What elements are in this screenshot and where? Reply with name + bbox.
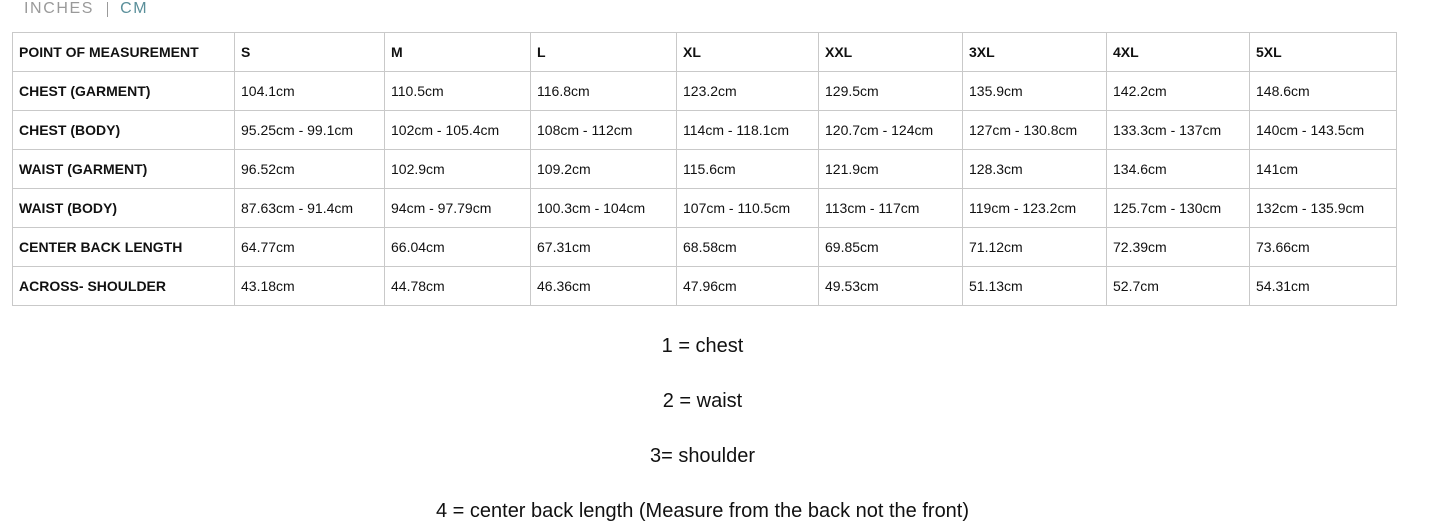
table-cell: 44.78cm (385, 267, 531, 306)
table-cell: 52.7cm (1107, 267, 1250, 306)
header-size-l: L (531, 33, 677, 72)
cm-unit-button[interactable]: CM (120, 0, 149, 17)
table-cell: 135.9cm (963, 72, 1107, 111)
table-row (13, 228, 1397, 267)
table-cell: 64.77cm (235, 228, 385, 267)
header-size-m: M (385, 33, 531, 72)
table-cell: 116.8cm (531, 72, 677, 111)
table-cell: 141cm (1250, 150, 1397, 189)
table-cell: 132cm - 135.9cm (1250, 189, 1397, 228)
row-label: CHEST (BODY) (13, 111, 235, 150)
table-cell: 94cm - 97.79cm (385, 189, 531, 228)
table-cell: 107cm - 110.5cm (677, 189, 819, 228)
row-label: ACROSS- SHOULDER (13, 267, 235, 306)
table-cell: 71.12cm (963, 228, 1107, 267)
inches-unit-button[interactable]: INCHES (24, 0, 95, 17)
table-cell: 129.5cm (819, 72, 963, 111)
table-cell: 133.3cm - 137cm (1107, 111, 1250, 150)
header-size-xxl: XXL (819, 33, 963, 72)
header-size-4xl: 4XL (1107, 33, 1250, 72)
table-cell: 128.3cm (963, 150, 1107, 189)
table-cell: 134.6cm (1107, 150, 1250, 189)
table-cell: 87.63cm - 91.4cm (235, 189, 385, 228)
table-cell: 72.39cm (1107, 228, 1250, 267)
legend-center-back-length: 4 = center back length (Measure from the back not the front) (435, 500, 970, 522)
table-cell: 102cm - 105.4cm (385, 111, 531, 150)
header-size-xl: XL (677, 33, 819, 72)
table-cell: 46.36cm (531, 267, 677, 306)
table-cell: 110.5cm (385, 72, 531, 111)
table-cell: 49.53cm (819, 267, 963, 306)
table-cell: 142.2cm (1107, 72, 1250, 111)
legend-shoulder: 3= shoulder (649, 445, 756, 467)
table-row (13, 189, 1397, 228)
table-header-row (13, 33, 1397, 72)
table-cell: 54.31cm (1250, 267, 1397, 306)
size-chart-table (12, 32, 1397, 306)
table-cell: 69.85cm (819, 228, 963, 267)
table-cell: 119cm - 123.2cm (963, 189, 1107, 228)
table-cell: 148.6cm (1250, 72, 1397, 111)
table-cell: 73.66cm (1250, 228, 1397, 267)
table-cell: 109.2cm (531, 150, 677, 189)
table-cell: 43.18cm (235, 267, 385, 306)
table-cell: 51.13cm (963, 267, 1107, 306)
table-row (13, 111, 1397, 150)
table-row (13, 72, 1397, 111)
legend-chest: 1 = chest (661, 335, 744, 357)
table-cell: 121.9cm (819, 150, 963, 189)
table-cell: 100.3cm - 104cm (531, 189, 677, 228)
legend-waist: 2 = waist (662, 390, 743, 412)
table-cell: 114cm - 118.1cm (677, 111, 819, 150)
table-cell: 47.96cm (677, 267, 819, 306)
table-cell: 67.31cm (531, 228, 677, 267)
row-label: CHEST (GARMENT) (13, 72, 235, 111)
table-cell: 104.1cm (235, 72, 385, 111)
table-cell: 95.25cm - 99.1cm (235, 111, 385, 150)
unit-toggle (24, 0, 148, 18)
row-label: WAIST (GARMENT) (13, 150, 235, 189)
table-cell: 127cm - 130.8cm (963, 111, 1107, 150)
table-cell: 120.7cm - 124cm (819, 111, 963, 150)
table-row (13, 150, 1397, 189)
table-cell: 115.6cm (677, 150, 819, 189)
table-cell: 123.2cm (677, 72, 819, 111)
table-cell: 68.58cm (677, 228, 819, 267)
table-cell: 113cm - 117cm (819, 189, 963, 228)
table-cell: 96.52cm (235, 150, 385, 189)
row-label: WAIST (BODY) (13, 189, 235, 228)
table-cell: 108cm - 112cm (531, 111, 677, 150)
header-size-5xl: 5XL (1250, 33, 1397, 72)
header-size-s: S (235, 33, 385, 72)
table-cell: 102.9cm (385, 150, 531, 189)
header-point-of-measurement: POINT OF MEASUREMENT (13, 33, 235, 72)
table-cell: 66.04cm (385, 228, 531, 267)
table-cell: 140cm - 143.5cm (1250, 111, 1397, 150)
table-cell: 125.7cm - 130cm (1107, 189, 1250, 228)
header-size-3xl: 3XL (963, 33, 1107, 72)
unit-separator (107, 2, 108, 17)
table-row (13, 267, 1397, 306)
row-label: CENTER BACK LENGTH (13, 228, 235, 267)
